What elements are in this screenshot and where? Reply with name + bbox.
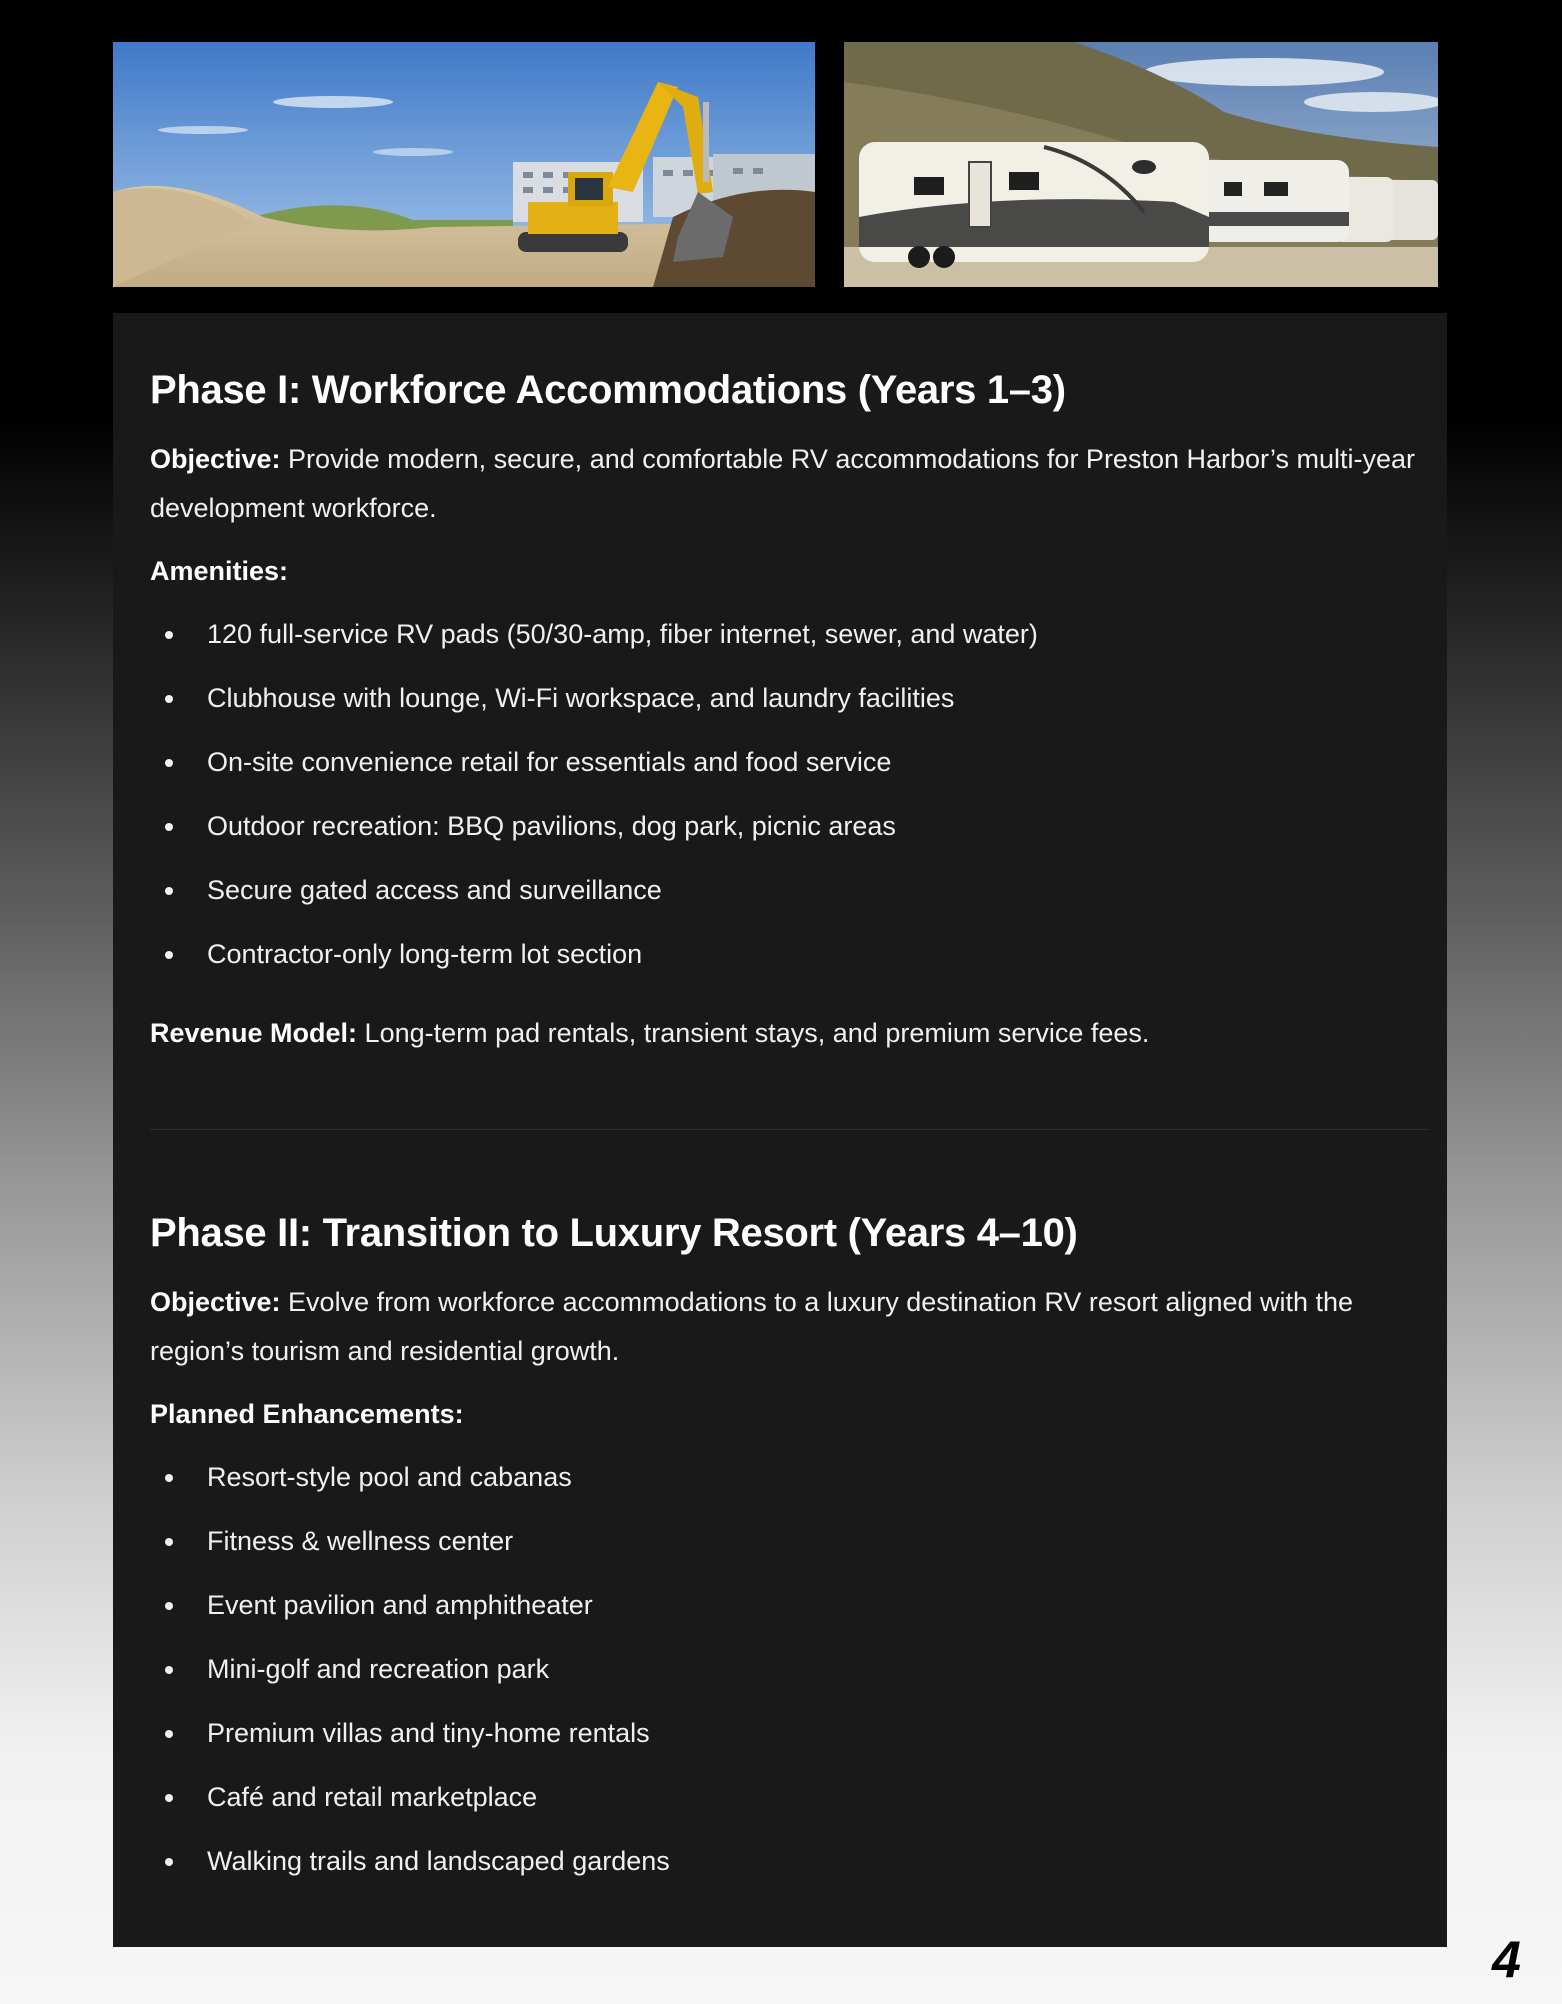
phase2-section	[150, 1209, 1429, 1257]
phase2-objective-label: Objective:	[150, 1287, 281, 1317]
list-item: Café and retail marketplace	[150, 1765, 1429, 1829]
enhancements-list	[150, 1445, 1429, 1893]
rv-trailers-photo	[844, 42, 1438, 287]
list-item: Mini-golf and recreation park	[150, 1637, 1429, 1701]
phase1-heading: Phase I: Workforce Accommodations (Years 1–3)	[150, 368, 1066, 412]
list-item: Clubhouse with lounge, Wi-Fi workspace, and laundry facilities	[150, 666, 1429, 730]
list-item: On-site convenience retail for essentials and food service	[150, 730, 1429, 794]
phase1-objective-label: Objective:	[150, 444, 281, 474]
list-item: Resort-style pool and cabanas	[150, 1445, 1429, 1509]
list-item: Secure gated access and surveillance	[150, 858, 1429, 922]
amenities-list	[150, 602, 1429, 986]
list-item: Outdoor recreation: BBQ pavilions, dog park, picnic areas	[150, 794, 1429, 858]
list-item: Walking trails and landscaped gardens	[150, 1829, 1429, 1893]
enhancements-label: Planned Enhancements:	[150, 1399, 464, 1429]
list-item: Premium villas and tiny-home rentals	[150, 1701, 1429, 1765]
phase1-objective-text: Provide modern, secure, and comfortable RV accommodations for Preston Harbor’s multi-year development workforce.	[150, 444, 1416, 523]
page-number: 4	[1492, 1931, 1521, 1990]
excavator-photo	[113, 42, 815, 287]
list-item: Event pavilion and amphitheater	[150, 1573, 1429, 1637]
content-panel	[113, 313, 1447, 1947]
list-item: Contractor-only long-term lot section	[150, 922, 1429, 986]
list-item: Fitness & wellness center	[150, 1509, 1429, 1573]
revenue-label: Revenue Model:	[150, 1018, 358, 1048]
phase2-heading: Phase II: Transition to Luxury Resort (Years 4–10)	[150, 1211, 1078, 1255]
phase1-objective	[150, 435, 1429, 533]
section-divider	[150, 1129, 1429, 1130]
phase1-section	[150, 366, 1429, 414]
phase2-objective	[150, 1278, 1429, 1376]
phase2-objective-text: Evolve from workforce accommodations to a luxury destination RV resort aligned with the region’s tourism and residential growth.	[150, 1287, 1354, 1366]
phase1-revenue	[150, 1009, 1429, 1058]
revenue-text: Long-term pad rentals, transient stays, and premium service fees.	[357, 1018, 1150, 1048]
amenities-label: Amenities:	[150, 556, 289, 586]
list-item: 120 full-service RV pads (50/30-amp, fiber internet, sewer, and water)	[150, 602, 1429, 666]
